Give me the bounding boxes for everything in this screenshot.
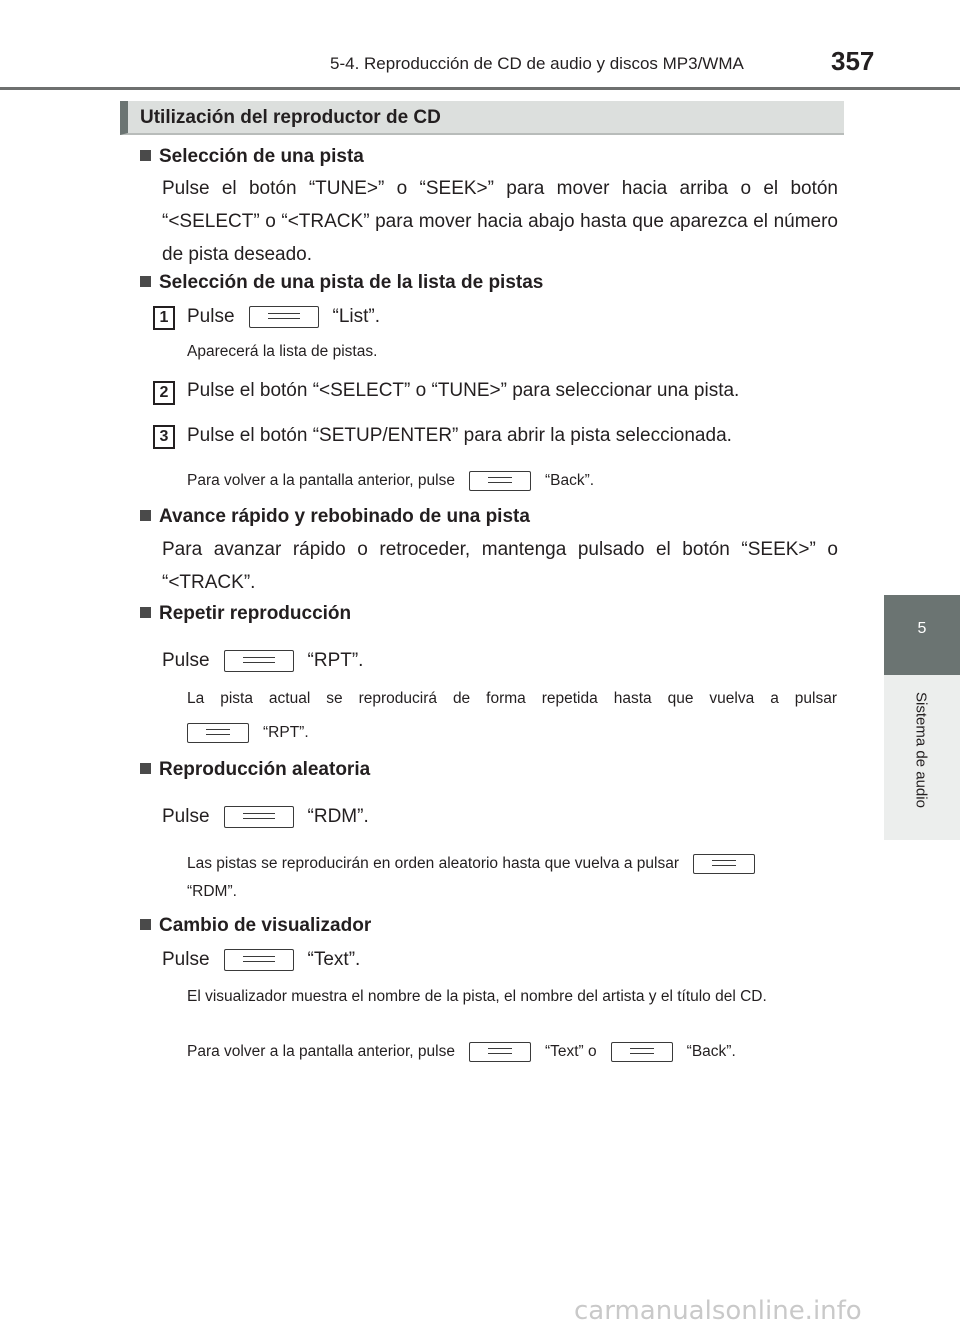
heading-text: Selección de una pista	[159, 146, 364, 167]
visualizador-note2-post: “Back”.	[686, 1043, 736, 1060]
aleatoria-post: “RDM”.	[307, 806, 369, 827]
section-header	[120, 101, 844, 135]
step-1	[187, 305, 380, 329]
heading-text: Selección de una pista de la lista de pistas	[159, 272, 544, 293]
heading-avance-rapido	[140, 506, 530, 528]
repetir-instruction	[162, 649, 363, 673]
screen-button-icon	[187, 723, 249, 743]
step-1-post: “List”.	[332, 306, 381, 327]
square-bullet-icon	[140, 607, 151, 618]
screen-button-icon	[611, 1042, 673, 1062]
square-bullet-icon	[140, 276, 151, 287]
watermark: carmanualsonline.info	[574, 1296, 862, 1326]
visualizador-note2-pre: Para volver a la pantalla anterior, pulse	[187, 1043, 455, 1060]
step-2-box: 2	[153, 381, 175, 405]
square-bullet-icon	[140, 150, 151, 161]
aleatoria-pre: Pulse	[162, 806, 210, 827]
visualizador-back-note	[187, 1041, 736, 1063]
back-note-pre: Para volver a la pantalla anterior, pulse	[187, 472, 455, 489]
repetir-note-post: “RPT”.	[263, 724, 309, 741]
step-1-box: 1	[153, 306, 175, 330]
screen-button-icon	[469, 471, 531, 491]
visualizador-note2-mid: “Text” o	[544, 1043, 597, 1060]
aleatoria-instruction	[162, 805, 369, 829]
aleatoria-note	[187, 853, 769, 875]
screen-button-icon	[249, 306, 319, 328]
paragraph-avance: Para avanzar rápido o retroceder, mantenga pulsado el botón “SEEK>” o “<TRACK”.	[162, 539, 838, 593]
step-3-box: 3	[153, 425, 175, 449]
page-number: 357	[831, 46, 875, 76]
heading-text: Avance rápido y rebobinado de una pista	[159, 506, 530, 527]
heading-visualizador	[140, 915, 371, 937]
screen-button-icon	[224, 806, 294, 828]
heading-text: Reproducción aleatoria	[159, 759, 371, 780]
repetir-note: La pista actual se reproducirá de forma repetida hasta que vuelva a pulsar	[187, 690, 837, 707]
step-1-note: Aparecerá la lista de pistas.	[187, 343, 378, 360]
paragraph-seleccion: Pulse el botón “TUNE>” o “SEEK>” para mover hacia arriba o el botón “<SELECT” o “<TRACK” para mover hacia abajo hasta que aparezca el número de pista deseado.	[162, 178, 838, 265]
aleatoria-note-end: “RDM”.	[187, 883, 237, 900]
square-bullet-icon	[140, 763, 151, 774]
running-header: 5-4. Reproducción de CD de audio y discos MP3/WMA	[330, 54, 744, 73]
screen-button-icon	[693, 854, 755, 874]
heading-aleatoria	[140, 759, 370, 781]
square-bullet-icon	[140, 919, 151, 930]
visualizador-pre: Pulse	[162, 949, 210, 970]
visualizador-post: “Text”.	[307, 949, 361, 970]
repetir-pre: Pulse	[162, 650, 210, 671]
step-1-pre: Pulse	[187, 306, 235, 327]
repetir-post: “RPT”.	[307, 650, 364, 671]
screen-button-icon	[224, 949, 294, 971]
visualizador-instruction	[162, 948, 360, 972]
heading-lista-pistas	[140, 272, 543, 294]
chapter-tab	[884, 595, 960, 675]
heading-text: Cambio de visualizador	[159, 915, 372, 936]
back-note	[187, 470, 594, 492]
square-bullet-icon	[140, 510, 151, 521]
heading-repetir	[140, 603, 351, 625]
heading-text: Repetir reproducción	[159, 603, 352, 624]
screen-button-icon	[224, 650, 294, 672]
heading-seleccion-pista	[140, 146, 364, 168]
back-note-post: “Back”.	[544, 472, 595, 489]
section-title: Utilización del reproductor de CD	[140, 107, 441, 128]
screen-button-icon	[469, 1042, 531, 1062]
step-3-text: Pulse el botón “SETUP/ENTER” para abrir la pista seleccionada.	[187, 425, 732, 446]
visualizador-note: El visualizador muestra el nombre de la pista, el nombre del artista y el título del CD.	[187, 988, 767, 1005]
chapter-label: Sistema de audio	[912, 692, 930, 808]
step-2-text: Pulse el botón “<SELECT” o “TUNE>” para seleccionar una pista.	[187, 380, 740, 401]
header-rule	[0, 87, 960, 90]
aleatoria-note-text: Las pistas se reproducirán en orden aleatorio hasta que vuelva a pulsar	[187, 855, 680, 872]
repetir-note-end	[187, 722, 309, 744]
chapter-number: 5	[917, 620, 927, 637]
